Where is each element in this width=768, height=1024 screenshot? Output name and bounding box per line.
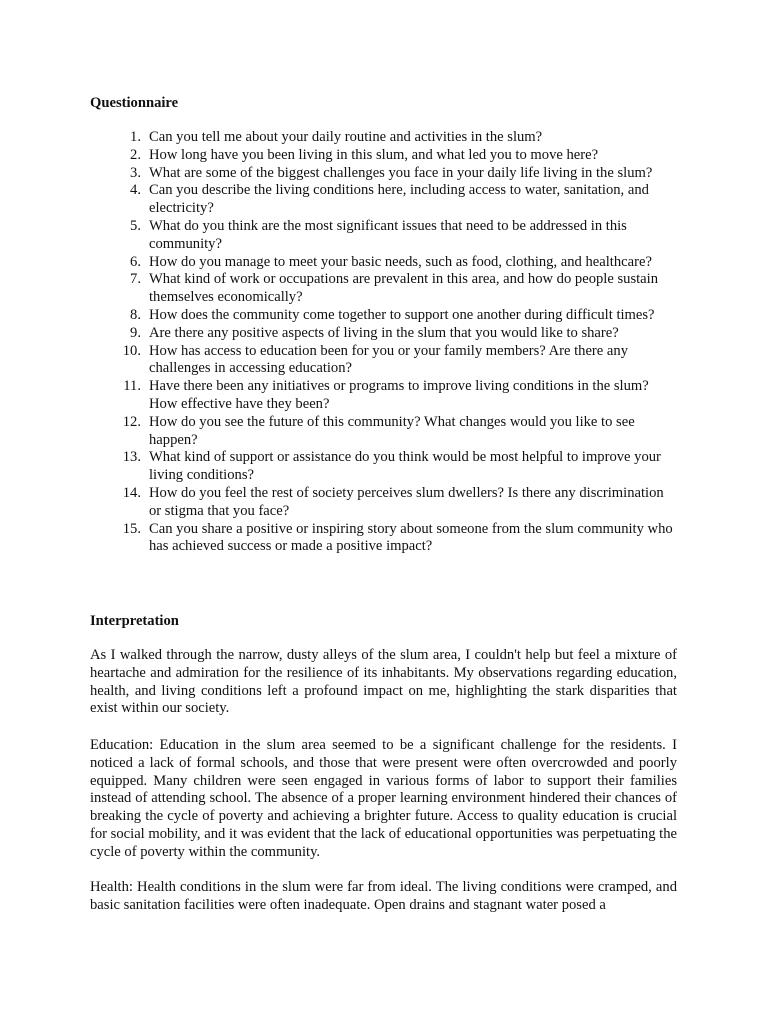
question-number: 8.: [130, 306, 141, 323]
question-number: 12.: [122, 413, 141, 430]
question-number: 6.: [130, 253, 141, 270]
question-text: Are there any positive aspects of living in the slum that you would like to share?: [149, 324, 619, 341]
question-number: 7.: [130, 271, 141, 288]
questionnaire-list: [0, 129, 768, 556]
question-number: 10.: [122, 342, 141, 359]
question-item: [0, 147, 679, 165]
question-text: What are some of the biggest challenges you face in your daily life living in the slum?: [149, 164, 653, 181]
question-number: 1.: [130, 129, 141, 145]
interpretation-heading: Interpretation: [90, 613, 179, 629]
question-number: 13.: [122, 449, 141, 466]
question-text: How does the community come together to support one another during difficult times?: [149, 306, 655, 323]
question-text: Can you tell me about your daily routine and activities in the slum?: [149, 129, 543, 145]
question-item: [0, 129, 679, 147]
question-text: How do you manage to meet your basic needs, such as food, clothing, and healthcare?: [149, 253, 652, 270]
question-number: 15.: [122, 520, 141, 537]
question-item: [0, 254, 679, 272]
question-item: [0, 485, 679, 521]
question-item: [0, 343, 679, 379]
question-item: [0, 521, 679, 557]
interpretation-paragraph-health: Health: Health conditions in the slum were far from ideal. The living conditions were cramped, and basic sanitation facilities were often inadequate. Open drains and stagnant water posed a: [90, 879, 677, 913]
question-text: How do you feel the rest of society perceives slum dwellers? Is there any discrimination or stigma that you face?: [149, 484, 664, 519]
question-item: [0, 414, 679, 450]
question-number: 11.: [123, 378, 141, 395]
question-text: Can you share a positive or inspiring story about someone from the slum community who has achieved success or made a positive impact?: [149, 520, 673, 555]
question-item: [0, 325, 679, 343]
question-item: [0, 449, 679, 485]
question-text: How has access to education been for you or your family members? Are there any challenges in accessing education?: [149, 342, 628, 377]
question-text: What kind of work or occupations are prevalent in this area, and how do people sustain themselves economically?: [149, 271, 659, 306]
question-item: [0, 182, 679, 218]
question-number: 5.: [130, 217, 141, 234]
question-text: How long have you been living in this slum, and what led you to move here?: [149, 146, 599, 163]
questionnaire-heading: Questionnaire: [90, 95, 179, 111]
interpretation-paragraph-intro: As I walked through the narrow, dusty alleys of the slum area, I couldn't help but feel a mixture of heartache and admiration for the resilience of its inhabitants. My observations regarding education, health, and living conditions left a profound impact on me, highlighting the stark disparities that exist within our society.: [90, 647, 677, 717]
question-text: How do you see the future of this community? What changes would you like to see happen?: [149, 413, 635, 448]
question-number: 9.: [130, 324, 141, 341]
question-item: [0, 378, 679, 414]
question-number: 2.: [130, 146, 141, 163]
question-text: Can you describe the living conditions here, including access to water, sanitation, and electricity?: [149, 182, 649, 217]
question-item: [0, 218, 679, 254]
question-number: 3.: [130, 164, 141, 181]
question-number: 14.: [122, 484, 141, 501]
question-text: Have there been any initiatives or programs to improve living conditions in the slum? How effective have they been?: [149, 378, 649, 412]
question-item: [0, 271, 679, 307]
question-item: [0, 307, 679, 325]
question-text: What do you think are the most significant issues that need to be addressed in this community?: [149, 217, 627, 252]
question-text: What kind of support or assistance do you think would be most helpful to improve your living conditions?: [149, 449, 661, 484]
question-item: [0, 165, 679, 183]
question-number: 4.: [130, 182, 141, 199]
interpretation-paragraph-education: Education: Education in the slum area seemed to be a significant challenge for the residents. I noticed a lack of formal schools, and those that were present were often overcrowded and poorly equipped. Many children were seen engaged in various forms of labor to support their families instead of attending school. The absence of a proper learning environment hindered their chances of breaking the cycle of poverty and achieving a brighter future. Access to quality education is crucial for social mobility, and it was evident that the lack of educational opportunities was perpetuating the cycle of poverty within the community.: [90, 737, 677, 860]
